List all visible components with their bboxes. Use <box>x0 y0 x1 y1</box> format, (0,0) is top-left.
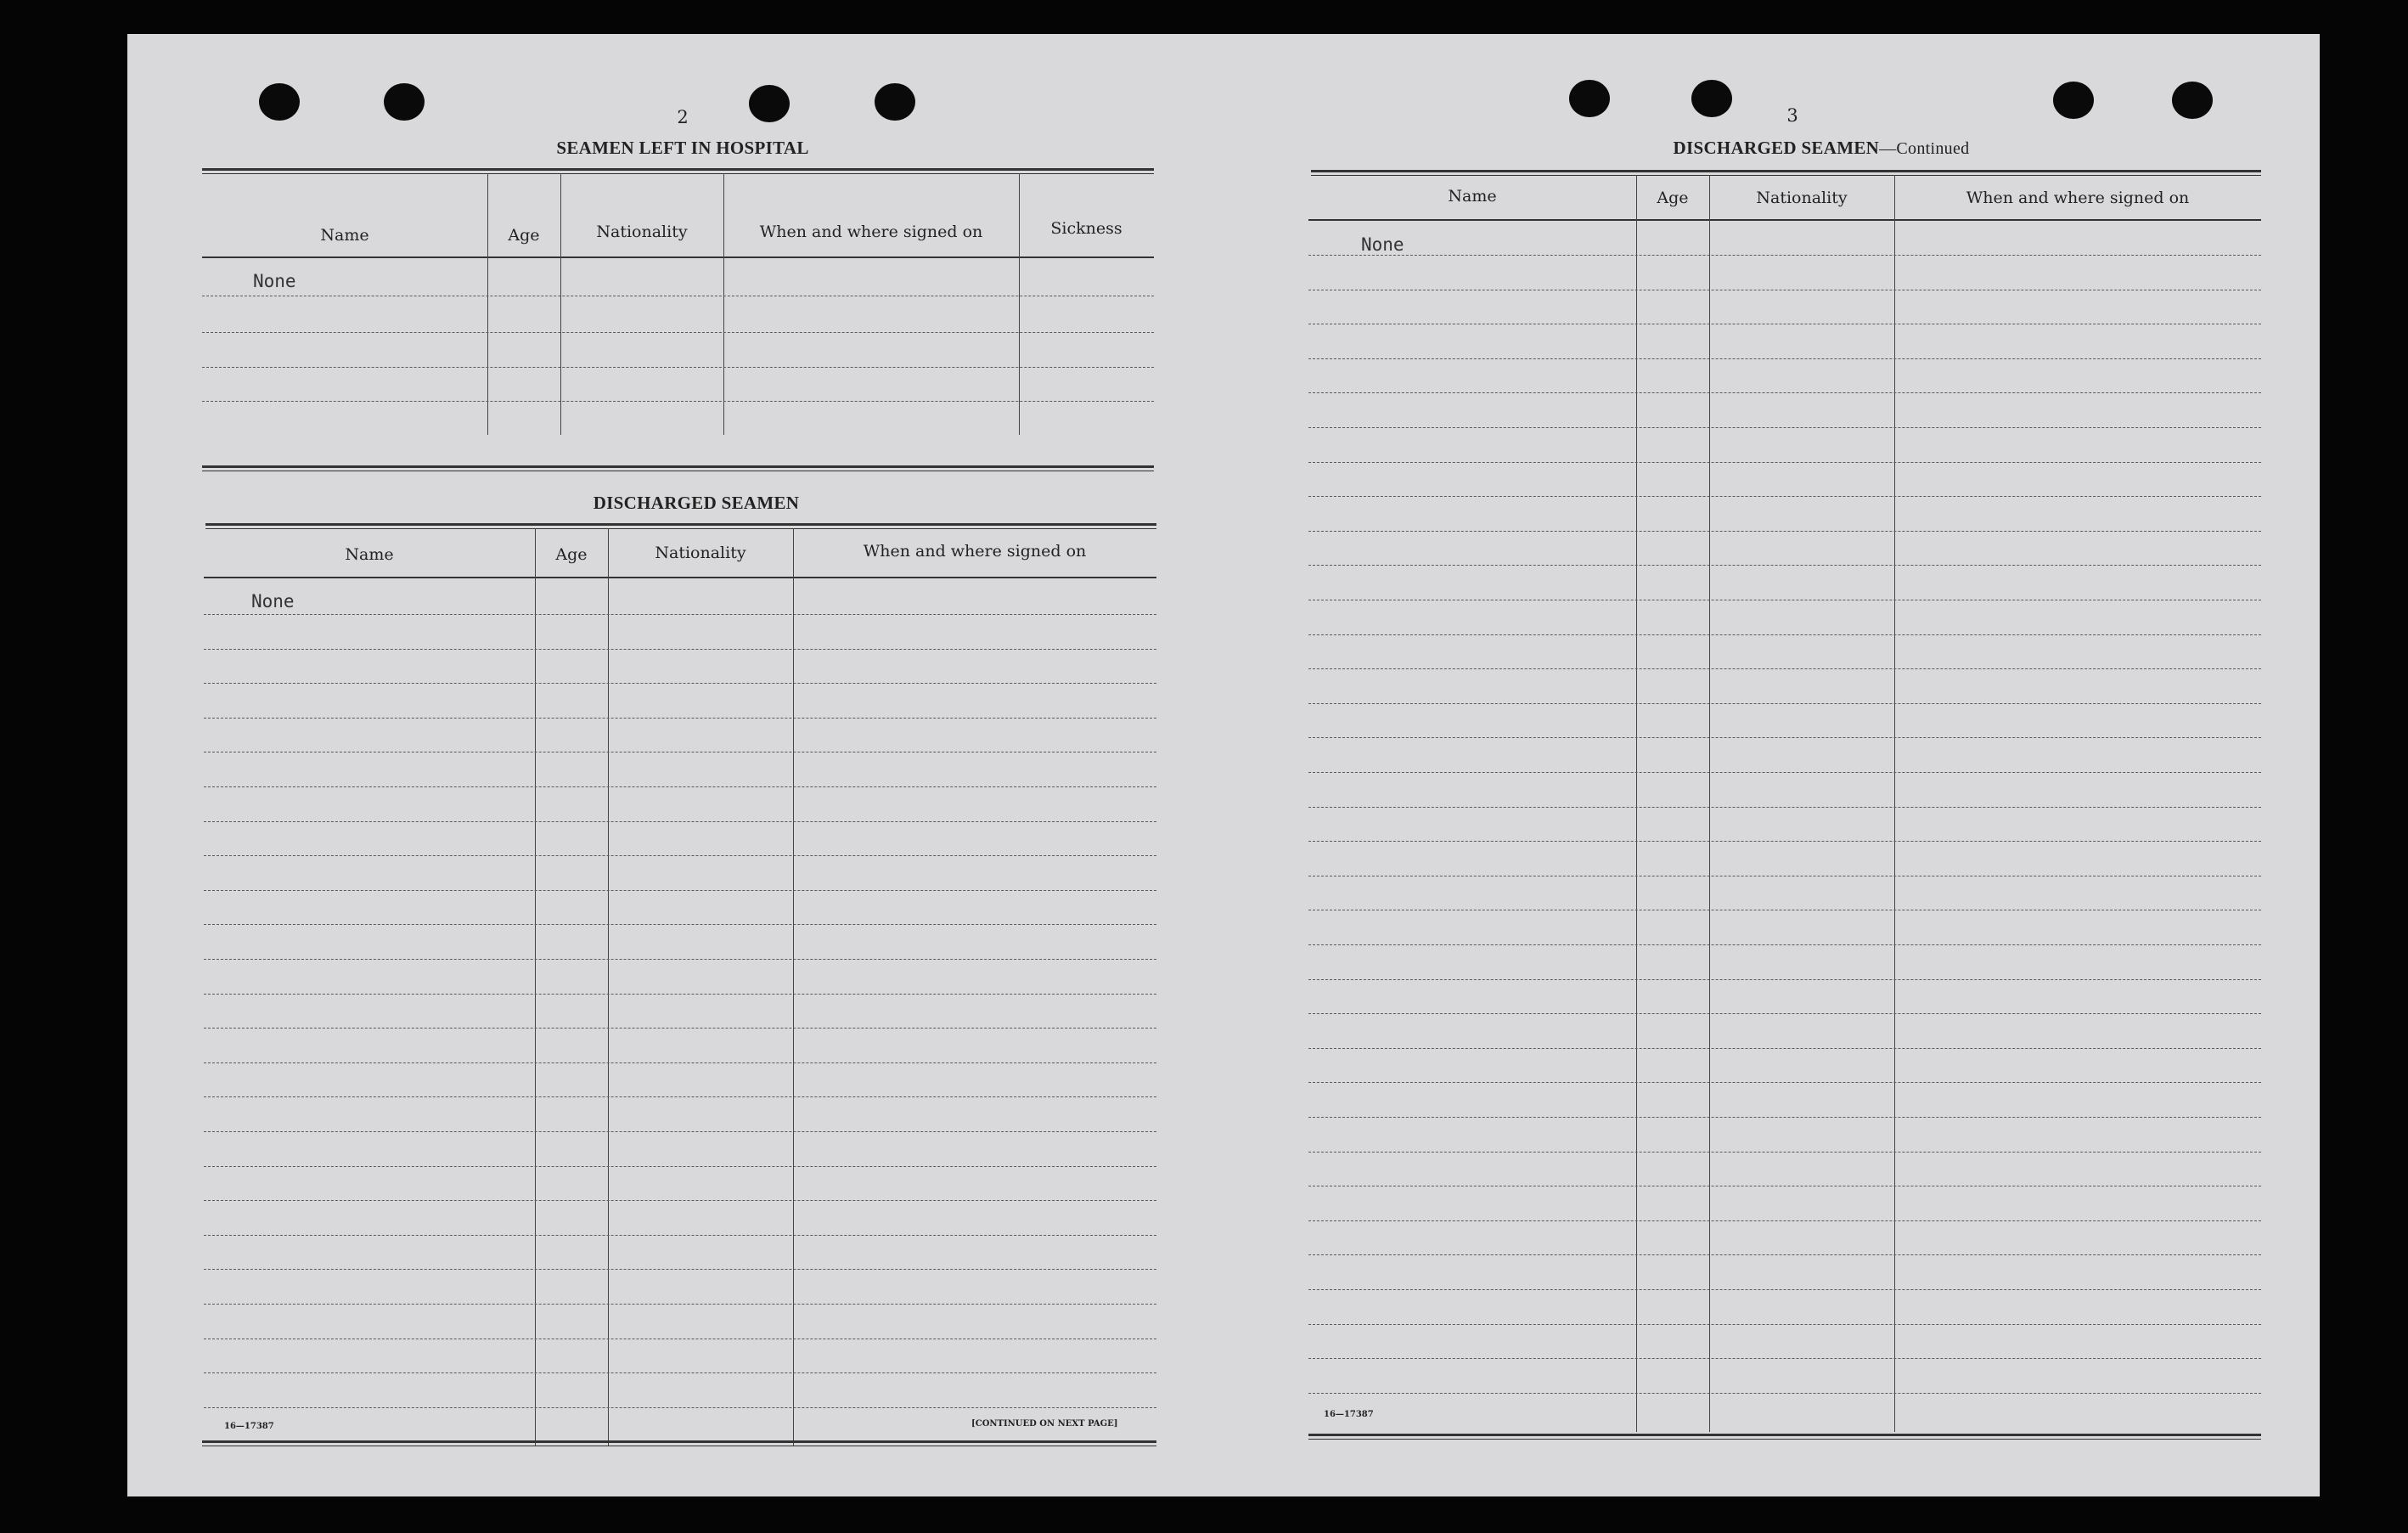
column-header-sickness: Sickness <box>1050 219 1122 238</box>
entry-line <box>1308 944 2261 945</box>
entry-line <box>204 1166 1156 1167</box>
hospital-section-title: SEAMEN LEFT IN HOSPITAL <box>556 138 809 158</box>
hospital-table <box>202 173 1154 476</box>
typed-entry: None <box>251 591 295 612</box>
column-divider <box>1019 173 1020 435</box>
entry-line <box>1308 565 2261 566</box>
table-bottom-rule <box>202 1440 1156 1446</box>
entry-line <box>1308 1082 2261 1083</box>
page-number: 2 <box>677 107 689 127</box>
entry-line <box>1308 392 2261 393</box>
entry-line <box>1308 496 2261 497</box>
entry-line <box>1308 1152 2261 1153</box>
column-divider <box>723 173 724 435</box>
column-header-name: Name <box>345 545 394 564</box>
continued-note: [CONTINUED ON NEXT PAGE] <box>971 1419 1118 1429</box>
entry-line <box>204 683 1156 684</box>
entry-line <box>204 959 1156 960</box>
column-divider <box>1636 175 1637 1432</box>
column-header-signed-on: When and where signed on <box>1966 189 2190 207</box>
left-page <box>127 34 1224 1496</box>
column-header-nationality: Nationality <box>655 544 746 562</box>
discharged-table <box>204 528 1156 1446</box>
entry-line <box>1308 358 2261 359</box>
form-number: 16—17387 <box>1324 1410 1374 1419</box>
column-divider <box>608 528 609 1446</box>
entry-line <box>1308 1358 2261 1359</box>
column-divider <box>487 173 488 435</box>
entry-line <box>1308 703 2261 704</box>
discharged-continued-title <box>1482 138 2161 159</box>
entry-line <box>204 614 1156 615</box>
typed-entry: None <box>253 271 296 291</box>
entry-line <box>204 1235 1156 1236</box>
section-title-text: DISCHARGED SEAMEN <box>1673 138 1880 158</box>
entry-line <box>1308 531 2261 532</box>
discharged-continued-table <box>1308 175 2261 1432</box>
entry-line <box>1308 1013 2261 1014</box>
entry-line <box>202 332 1154 333</box>
entry-line <box>202 367 1154 368</box>
entry-line <box>204 1372 1156 1373</box>
entry-line <box>1308 807 2261 808</box>
entry-line <box>204 649 1156 650</box>
column-divider <box>793 528 794 1446</box>
entry-line <box>204 1028 1156 1029</box>
column-divider <box>535 528 536 1446</box>
entry-line <box>1308 772 2261 773</box>
entry-line <box>1308 1393 2261 1394</box>
entry-line <box>204 1200 1156 1201</box>
column-header-age: Age <box>1657 189 1689 207</box>
column-header-nationality: Nationality <box>1756 189 1848 207</box>
entry-line <box>1308 1117 2261 1118</box>
entry-line <box>204 890 1156 891</box>
entry-line <box>1308 255 2261 256</box>
entry-line <box>204 718 1156 719</box>
entry-line <box>204 821 1156 822</box>
entry-line <box>204 1096 1156 1097</box>
entry-line <box>204 786 1156 787</box>
header-rule <box>202 256 1154 258</box>
column-header-age: Age <box>555 545 588 564</box>
column-divider <box>560 173 561 435</box>
discharged-section-title: DISCHARGED SEAMEN <box>593 493 800 513</box>
column-header-age: Age <box>508 226 540 245</box>
entry-line <box>204 1304 1156 1305</box>
entry-line <box>1308 1254 2261 1255</box>
entry-line <box>1308 427 2261 428</box>
table-bottom-rule <box>202 465 1154 471</box>
column-header-signed-on: When and where signed on <box>863 542 1087 561</box>
entry-line <box>1308 462 2261 463</box>
entry-line <box>202 401 1154 402</box>
entry-line <box>1308 1289 2261 1290</box>
header-rule <box>1308 219 2261 221</box>
entry-line <box>1308 737 2261 738</box>
entry-line <box>204 855 1156 856</box>
column-header-name: Name <box>1448 187 1497 206</box>
column-divider <box>1709 175 1710 1432</box>
column-header-name: Name <box>320 226 369 245</box>
entry-line <box>1308 1324 2261 1325</box>
column-divider <box>1894 175 1895 1432</box>
entry-line <box>204 924 1156 925</box>
column-header-nationality: Nationality <box>596 223 688 241</box>
entry-line <box>1308 1220 2261 1221</box>
entry-line <box>204 1062 1156 1063</box>
entry-line <box>1308 841 2261 842</box>
right-page <box>1224 34 2320 1496</box>
entry-line <box>204 1269 1156 1270</box>
column-header-signed-on: When and where signed on <box>759 223 983 241</box>
header-rule <box>204 577 1156 578</box>
section-title-suffix: —Continued <box>1879 139 1970 158</box>
page-number: 3 <box>1786 105 1798 126</box>
document-sheet <box>127 34 2320 1496</box>
typed-entry: None <box>1361 234 1404 255</box>
entry-line <box>1308 668 2261 669</box>
entry-line <box>1308 1048 2261 1049</box>
table-bottom-rule <box>1308 1434 2261 1440</box>
entry-line <box>1308 634 2261 635</box>
entry-line <box>204 1407 1156 1408</box>
entry-line <box>204 1131 1156 1132</box>
entry-line <box>204 994 1156 995</box>
form-number: 16—17387 <box>224 1422 274 1431</box>
entry-line <box>1308 979 2261 980</box>
